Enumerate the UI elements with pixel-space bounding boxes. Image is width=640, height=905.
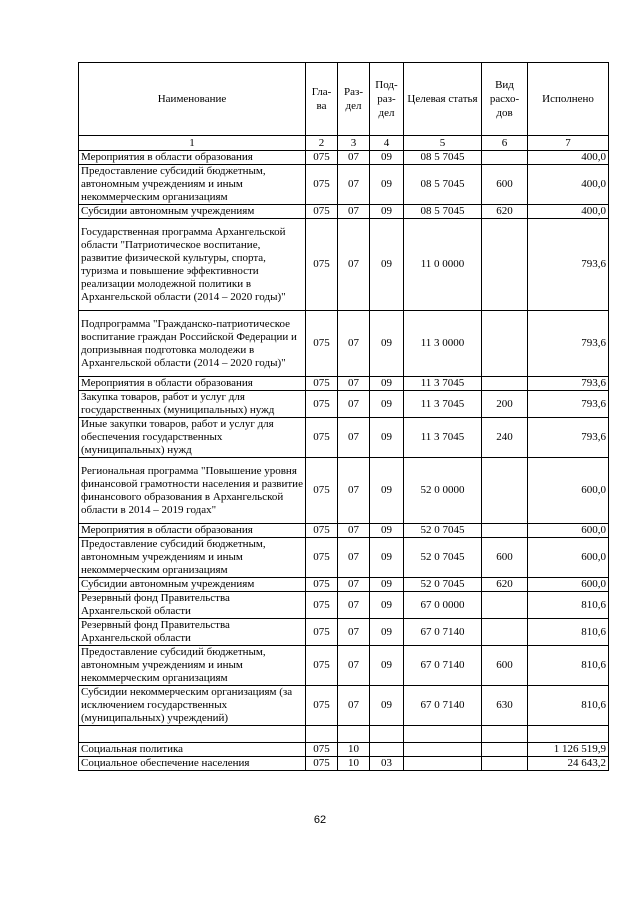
row-razdel: 07 bbox=[338, 391, 370, 418]
row-celevaya-statya: 52 0 7045 bbox=[404, 578, 482, 592]
column-number: 1 bbox=[79, 136, 306, 151]
row-name: Мероприятия в области образования bbox=[79, 524, 306, 538]
row-razdel: 07 bbox=[338, 458, 370, 524]
table-row bbox=[79, 757, 609, 771]
row-podrazdel bbox=[370, 726, 404, 743]
row-podrazdel: 09 bbox=[370, 151, 404, 165]
row-razdel: 07 bbox=[338, 377, 370, 391]
row-glava: 075 bbox=[306, 524, 338, 538]
row-name: Государственная программа Архангельской области "Патриотическое воспитание, развитие физической культуры, спорта, туризма и повышение эффективности реализации молодежной политики в Архангельской области (2014 – 2020 годы)" bbox=[79, 219, 306, 311]
row-podrazdel: 03 bbox=[370, 757, 404, 771]
row-vid-rashodov bbox=[482, 757, 528, 771]
row-name: Субсидии некоммерческим организациям (за исключением государственных (муниципальных) учреждений) bbox=[79, 686, 306, 726]
row-vid-rashodov: 620 bbox=[482, 205, 528, 219]
row-podrazdel: 09 bbox=[370, 311, 404, 377]
row-vid-rashodov: 630 bbox=[482, 686, 528, 726]
column-number: 2 bbox=[306, 136, 338, 151]
row-glava: 075 bbox=[306, 592, 338, 619]
row-vid-rashodov: 600 bbox=[482, 538, 528, 578]
row-razdel: 07 bbox=[338, 311, 370, 377]
row-ispolneno: 810,6 bbox=[528, 686, 609, 726]
row-celevaya-statya: 67 0 7140 bbox=[404, 646, 482, 686]
row-glava: 075 bbox=[306, 578, 338, 592]
row-ispolneno: 600,0 bbox=[528, 578, 609, 592]
row-vid-rashodov bbox=[482, 377, 528, 391]
row-celevaya-statya bbox=[404, 757, 482, 771]
row-celevaya-statya: 11 3 7045 bbox=[404, 377, 482, 391]
row-podrazdel: 09 bbox=[370, 524, 404, 538]
header-razdel: Раз-дел bbox=[338, 63, 370, 136]
row-vid-rashodov bbox=[482, 311, 528, 377]
row-razdel: 07 bbox=[338, 578, 370, 592]
row-name: Резервный фонд Правительства Архангельской области bbox=[79, 619, 306, 646]
table-row bbox=[79, 524, 609, 538]
table-row bbox=[79, 205, 609, 219]
row-razdel: 07 bbox=[338, 619, 370, 646]
header-name: Наименование bbox=[79, 63, 306, 136]
row-ispolneno: 793,6 bbox=[528, 391, 609, 418]
row-name: Мероприятия в области образования bbox=[79, 151, 306, 165]
row-name: Мероприятия в области образования bbox=[79, 377, 306, 391]
row-ispolneno bbox=[528, 726, 609, 743]
table-row bbox=[79, 458, 609, 524]
row-celevaya-statya: 08 5 7045 bbox=[404, 205, 482, 219]
row-razdel: 07 bbox=[338, 219, 370, 311]
row-glava: 075 bbox=[306, 151, 338, 165]
row-glava: 075 bbox=[306, 391, 338, 418]
table-body bbox=[79, 151, 609, 771]
column-number: 6 bbox=[482, 136, 528, 151]
table-header-row bbox=[79, 63, 609, 136]
row-vid-rashodov bbox=[482, 524, 528, 538]
row-celevaya-statya: 08 5 7045 bbox=[404, 165, 482, 205]
row-glava: 075 bbox=[306, 205, 338, 219]
row-celevaya-statya: 11 3 7045 bbox=[404, 418, 482, 458]
row-podrazdel: 09 bbox=[370, 205, 404, 219]
row-glava: 075 bbox=[306, 418, 338, 458]
row-ispolneno: 600,0 bbox=[528, 458, 609, 524]
row-name: Подпрограмма "Гражданско-патриотическое воспитание граждан Российской Федерации и допризывная подготовка молодежи в Архангельской области (2014 – 2020 годы)" bbox=[79, 311, 306, 377]
row-vid-rashodov bbox=[482, 592, 528, 619]
row-name: Социальная политика bbox=[79, 743, 306, 757]
row-razdel: 07 bbox=[338, 205, 370, 219]
row-ispolneno: 1 126 519,9 bbox=[528, 743, 609, 757]
row-vid-rashodov bbox=[482, 743, 528, 757]
table-row bbox=[79, 592, 609, 619]
row-razdel bbox=[338, 726, 370, 743]
row-ispolneno: 810,6 bbox=[528, 646, 609, 686]
row-ispolneno: 810,6 bbox=[528, 619, 609, 646]
column-number: 7 bbox=[528, 136, 609, 151]
column-number: 3 bbox=[338, 136, 370, 151]
row-celevaya-statya: 67 0 7140 bbox=[404, 619, 482, 646]
row-glava: 075 bbox=[306, 646, 338, 686]
row-celevaya-statya: 52 0 0000 bbox=[404, 458, 482, 524]
budget-table bbox=[78, 62, 609, 771]
table-row bbox=[79, 391, 609, 418]
row-ispolneno: 400,0 bbox=[528, 151, 609, 165]
row-razdel: 10 bbox=[338, 743, 370, 757]
row-vid-rashodov: 600 bbox=[482, 646, 528, 686]
row-razdel: 07 bbox=[338, 646, 370, 686]
row-name: Региональная программа "Повышение уровня финансовой грамотности населения и развитие финансового образования в Архангельской области в 2014 – 2019 годах" bbox=[79, 458, 306, 524]
row-celevaya-statya: 52 0 7045 bbox=[404, 524, 482, 538]
row-ispolneno: 400,0 bbox=[528, 165, 609, 205]
column-number: 4 bbox=[370, 136, 404, 151]
row-glava bbox=[306, 726, 338, 743]
row-vid-rashodov bbox=[482, 219, 528, 311]
row-glava: 075 bbox=[306, 458, 338, 524]
row-glava: 075 bbox=[306, 219, 338, 311]
row-name: Резервный фонд Правительства Архангельской области bbox=[79, 592, 306, 619]
row-glava: 075 bbox=[306, 757, 338, 771]
row-podrazdel: 09 bbox=[370, 219, 404, 311]
row-podrazdel: 09 bbox=[370, 686, 404, 726]
row-podrazdel: 09 bbox=[370, 458, 404, 524]
row-celevaya-statya: 52 0 7045 bbox=[404, 538, 482, 578]
row-podrazdel: 09 bbox=[370, 619, 404, 646]
row-celevaya-statya bbox=[404, 726, 482, 743]
row-celevaya-statya: 11 3 7045 bbox=[404, 391, 482, 418]
header-glava: Гла-ва bbox=[306, 63, 338, 136]
row-name: Предоставление субсидий бюджетным, автономным учреждениям и иным некоммерческим организациям bbox=[79, 165, 306, 205]
row-podrazdel: 09 bbox=[370, 391, 404, 418]
row-name: Субсидии автономным учреждениям bbox=[79, 578, 306, 592]
row-razdel: 07 bbox=[338, 686, 370, 726]
row-vid-rashodov: 600 bbox=[482, 165, 528, 205]
column-number: 5 bbox=[404, 136, 482, 151]
table-row bbox=[79, 377, 609, 391]
row-razdel: 07 bbox=[338, 418, 370, 458]
row-razdel: 07 bbox=[338, 524, 370, 538]
row-podrazdel: 09 bbox=[370, 646, 404, 686]
row-celevaya-statya bbox=[404, 743, 482, 757]
row-name bbox=[79, 726, 306, 743]
row-razdel: 07 bbox=[338, 592, 370, 619]
row-name: Иные закупки товаров, работ и услуг для обеспечения государственных (муниципальных) нужд bbox=[79, 418, 306, 458]
row-ispolneno: 793,6 bbox=[528, 311, 609, 377]
table-row bbox=[79, 726, 609, 743]
column-number-row bbox=[79, 136, 609, 151]
row-podrazdel: 09 bbox=[370, 578, 404, 592]
row-name: Предоставление субсидий бюджетным, автономным учреждениям и иным некоммерческим организациям bbox=[79, 646, 306, 686]
row-vid-rashodov: 200 bbox=[482, 391, 528, 418]
row-razdel: 10 bbox=[338, 757, 370, 771]
row-ispolneno: 793,6 bbox=[528, 219, 609, 311]
row-razdel: 07 bbox=[338, 151, 370, 165]
page-number: 62 bbox=[313, 814, 327, 826]
row-podrazdel bbox=[370, 743, 404, 757]
header-vid-rashodov: Вид расхо-дов bbox=[482, 63, 528, 136]
row-ispolneno: 810,6 bbox=[528, 592, 609, 619]
row-celevaya-statya: 67 0 0000 bbox=[404, 592, 482, 619]
row-glava: 075 bbox=[306, 377, 338, 391]
row-name: Предоставление субсидий бюджетным, автономным учреждениям и иным некоммерческим организациям bbox=[79, 538, 306, 578]
row-vid-rashodov bbox=[482, 726, 528, 743]
row-vid-rashodov bbox=[482, 458, 528, 524]
row-name: Субсидии автономным учреждениям bbox=[79, 205, 306, 219]
row-vid-rashodov: 240 bbox=[482, 418, 528, 458]
row-celevaya-statya: 11 3 0000 bbox=[404, 311, 482, 377]
row-podrazdel: 09 bbox=[370, 418, 404, 458]
row-podrazdel: 09 bbox=[370, 165, 404, 205]
row-ispolneno: 793,6 bbox=[528, 418, 609, 458]
row-razdel: 07 bbox=[338, 165, 370, 205]
row-vid-rashodov: 620 bbox=[482, 578, 528, 592]
row-glava: 075 bbox=[306, 619, 338, 646]
table-row bbox=[79, 151, 609, 165]
row-podrazdel: 09 bbox=[370, 377, 404, 391]
table-row bbox=[79, 578, 609, 592]
row-ispolneno: 600,0 bbox=[528, 538, 609, 578]
row-name: Закупка товаров, работ и услуг для государственных (муниципальных) нужд bbox=[79, 391, 306, 418]
table-row bbox=[79, 538, 609, 578]
row-podrazdel: 09 bbox=[370, 592, 404, 619]
header-ispolneno: Исполнено bbox=[528, 63, 609, 136]
row-glava: 075 bbox=[306, 311, 338, 377]
table-row bbox=[79, 743, 609, 757]
row-ispolneno: 600,0 bbox=[528, 524, 609, 538]
header-celevaya-statya: Целевая статья bbox=[404, 63, 482, 136]
row-razdel: 07 bbox=[338, 538, 370, 578]
row-glava: 075 bbox=[306, 686, 338, 726]
table-row bbox=[79, 686, 609, 726]
row-vid-rashodov bbox=[482, 151, 528, 165]
row-ispolneno: 400,0 bbox=[528, 205, 609, 219]
table-row bbox=[79, 219, 609, 311]
row-ispolneno: 793,6 bbox=[528, 377, 609, 391]
row-celevaya-statya: 67 0 7140 bbox=[404, 686, 482, 726]
table-row bbox=[79, 418, 609, 458]
table-row bbox=[79, 311, 609, 377]
row-podrazdel: 09 bbox=[370, 538, 404, 578]
row-vid-rashodov bbox=[482, 619, 528, 646]
document-page bbox=[78, 62, 608, 771]
table-row bbox=[79, 165, 609, 205]
row-glava: 075 bbox=[306, 165, 338, 205]
table-row bbox=[79, 646, 609, 686]
row-celevaya-statya: 08 5 7045 bbox=[404, 151, 482, 165]
row-name: Социальное обеспечение населения bbox=[79, 757, 306, 771]
row-glava: 075 bbox=[306, 538, 338, 578]
row-ispolneno: 24 643,2 bbox=[528, 757, 609, 771]
row-glava: 075 bbox=[306, 743, 338, 757]
header-podrazdel: Под-раз-дел bbox=[370, 63, 404, 136]
row-celevaya-statya: 11 0 0000 bbox=[404, 219, 482, 311]
table-row bbox=[79, 619, 609, 646]
